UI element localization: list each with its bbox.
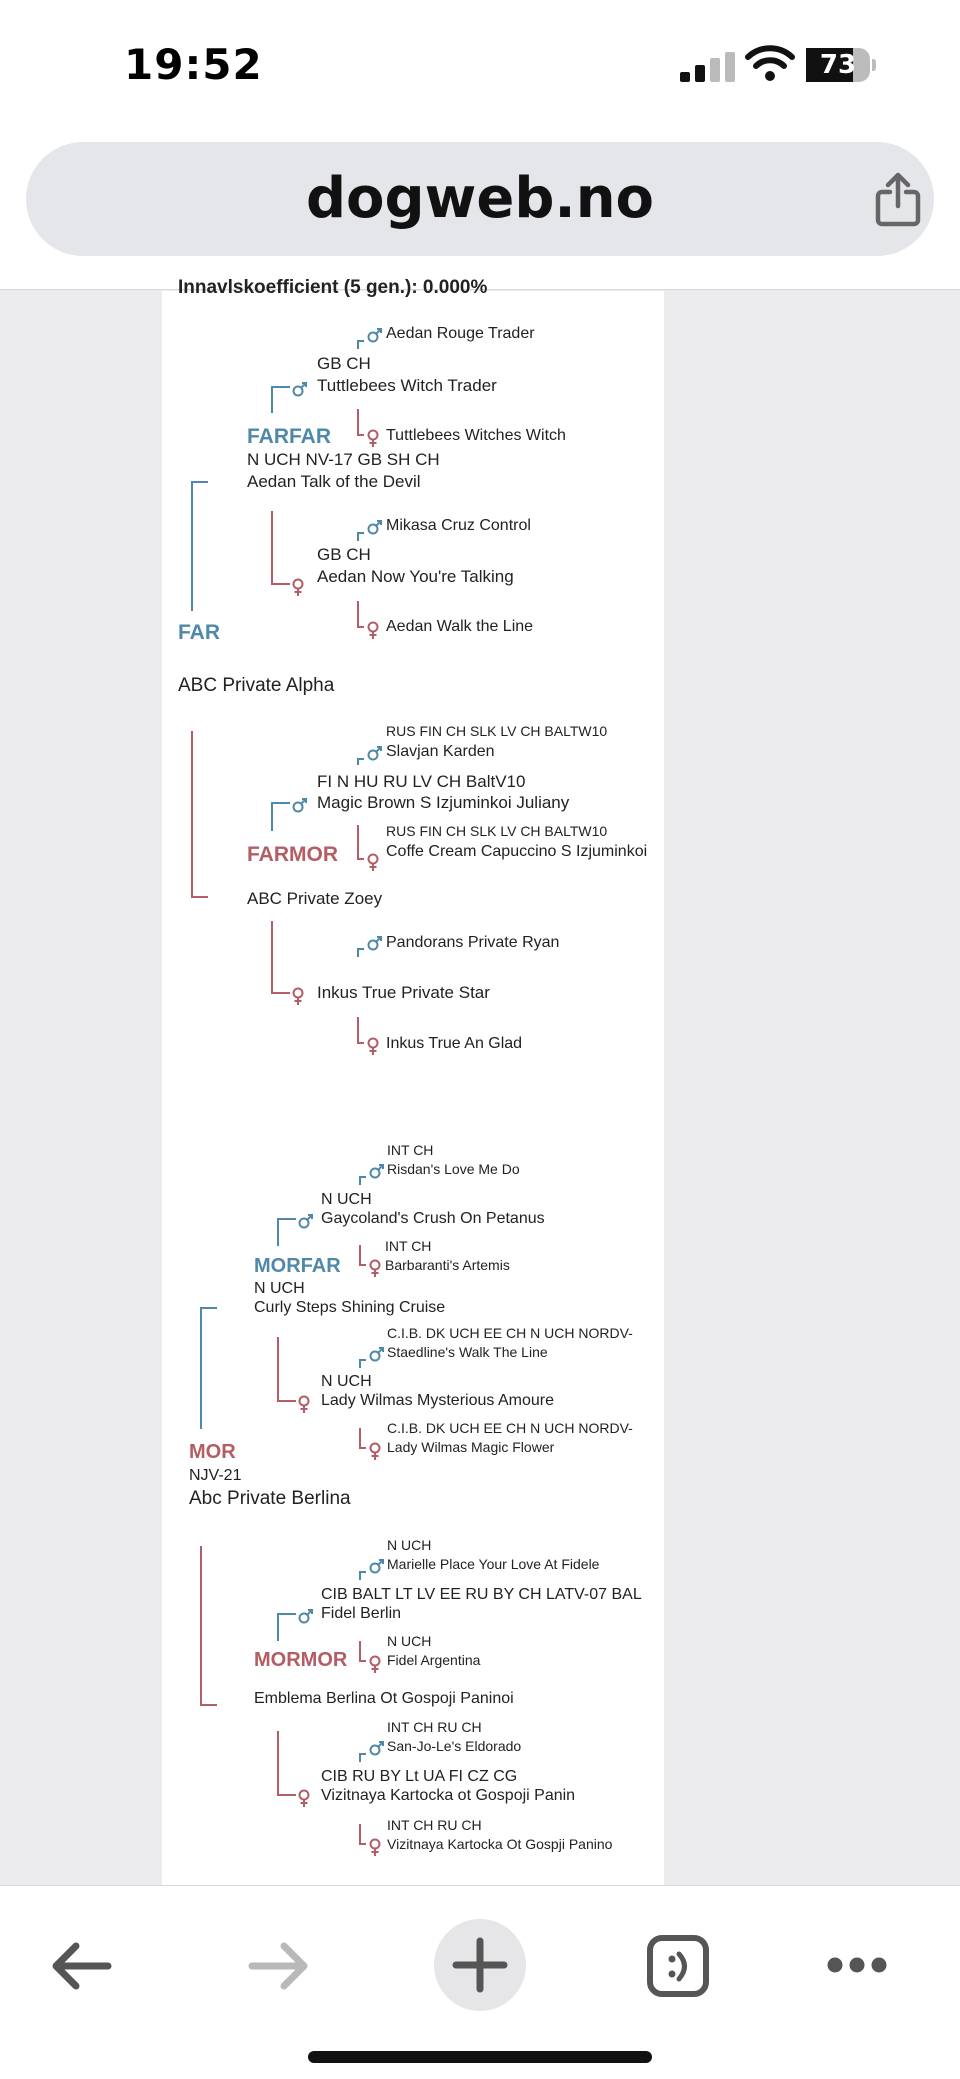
pedigree-name-a10[interactable]: Barbaranti's Artemis xyxy=(385,1257,510,1273)
pedigree-name-a7[interactable]: Pandorans Private Ryan xyxy=(386,934,560,951)
male-symbol-icon xyxy=(369,521,382,534)
pedigree-name-g6[interactable]: Lady Wilmas Mysterious Amoure xyxy=(321,1392,554,1409)
connector-a5 xyxy=(358,759,364,765)
connector-a6 xyxy=(358,825,364,859)
female-symbol-icon xyxy=(369,855,378,872)
connector-far-farfar xyxy=(192,482,208,611)
connector-a4 xyxy=(358,601,364,627)
pedigree-name-a2[interactable]: Tuttlebees Witches Witch xyxy=(386,427,566,444)
pedigree-titles-a11: C.I.B. DK UCH EE CH N UCH NORDV- xyxy=(387,1325,633,1341)
wifi-icon xyxy=(746,44,794,82)
connector-a9 xyxy=(360,1177,366,1185)
status-bar xyxy=(0,0,960,140)
pedigree-titles-g8: CIB RU BY Lt UA FI CZ CG xyxy=(321,1768,518,1785)
female-symbol-icon xyxy=(371,1261,380,1278)
female-symbol-icon xyxy=(371,1840,380,1857)
pedigree-name-a14[interactable]: Fidel Argentina xyxy=(387,1652,481,1668)
connector-g1 xyxy=(272,387,290,413)
pedigree-titles-a12: C.I.B. DK UCH EE CH N UCH NORDV- xyxy=(387,1420,633,1436)
pedigree-name-mor[interactable]: Abc Private Berlina xyxy=(189,1488,351,1509)
connector-g7 xyxy=(278,1614,296,1641)
pedigree-name-a3[interactable]: Mikasa Cruz Control xyxy=(386,517,531,534)
connector-a8 xyxy=(358,1017,364,1043)
pedigree-titles-g6: N UCH xyxy=(321,1373,372,1390)
female-symbol-icon xyxy=(371,1657,380,1674)
pedigree-titles-morfar: N UCH xyxy=(254,1280,305,1297)
pedigree-name-g8[interactable]: Vizitnaya Kartocka ot Gospoji Panin xyxy=(321,1787,576,1804)
male-symbol-icon xyxy=(371,1560,384,1573)
female-symbol-icon xyxy=(369,623,378,640)
male-symbol-icon xyxy=(369,747,382,760)
pedigree-titles-g3: FI N HU RU LV CH BaltV10 xyxy=(317,772,526,791)
connector-g4 xyxy=(272,921,290,993)
cellular-signal-icon xyxy=(680,52,742,82)
pedigree-name-g3[interactable]: Magic Brown S Izjuminkoi Juliany xyxy=(317,793,570,812)
connector-a11 xyxy=(360,1360,366,1368)
forward-arrow-icon[interactable] xyxy=(246,1938,312,1994)
female-symbol-icon xyxy=(300,1397,309,1414)
pedigree-name-a9[interactable]: Risdan's Love Me Do xyxy=(387,1161,520,1177)
share-icon[interactable] xyxy=(872,172,924,228)
pedigree-name-g5[interactable]: Gaycoland's Crush On Petanus xyxy=(321,1210,545,1227)
pedigree-titles-mor: NJV-21 xyxy=(189,1467,242,1484)
pedigree-titles-farfar: N UCH NV-17 GB SH CH xyxy=(247,450,440,469)
connector-a13 xyxy=(360,1572,366,1580)
pedigree-titles-a15: INT CH RU CH xyxy=(387,1719,482,1735)
inbreeding-coefficient: Innavlskoefficient (5 gen.): 0.000% xyxy=(178,277,488,298)
male-symbol-icon xyxy=(300,1610,313,1623)
pedigree-name-g4[interactable]: Inkus True Private Star xyxy=(317,983,490,1002)
pedigree-titles-a9: INT CH xyxy=(387,1142,434,1158)
battery-icon xyxy=(806,48,876,82)
connector-mor-mormor xyxy=(201,1546,217,1705)
female-symbol-icon xyxy=(294,580,303,597)
connector-g8 xyxy=(278,1731,296,1795)
pedigree-name-a13[interactable]: Marielle Place Your Love At Fidele xyxy=(387,1556,600,1572)
pedigree-name-morfar[interactable]: Curly Steps Shining Cruise xyxy=(254,1299,446,1316)
female-symbol-icon xyxy=(371,1444,380,1461)
male-symbol-icon xyxy=(300,1215,313,1228)
browser-toolbar xyxy=(0,1885,960,2079)
battery-percent: 73 xyxy=(819,50,857,80)
label-far: FAR xyxy=(178,621,220,644)
male-symbol-icon xyxy=(371,1165,384,1178)
connector-a12 xyxy=(360,1428,366,1448)
male-symbol-icon xyxy=(369,937,382,950)
pedigree-titles-a13: N UCH xyxy=(387,1537,432,1553)
connector-g5 xyxy=(278,1219,296,1246)
connector-a3 xyxy=(358,533,364,541)
pedigree-titles-a6: RUS FIN CH SLK LV CH BALTW10 xyxy=(386,823,608,839)
pedigree-name-a11[interactable]: Staedline's Walk The Line xyxy=(387,1344,548,1360)
pedigree-name-g7[interactable]: Fidel Berlin xyxy=(321,1605,402,1622)
pedigree-name-a15[interactable]: San-Jo-Le's Eldorado xyxy=(387,1738,522,1754)
connector-a16 xyxy=(360,1824,366,1844)
connector-g2 xyxy=(272,511,290,584)
male-symbol-icon xyxy=(294,799,307,812)
pedigree-name-mormor[interactable]: Emblema Berlina Ot Gospoji Paninoi xyxy=(254,1690,514,1707)
female-symbol-icon xyxy=(300,1791,309,1808)
label-farfar: FARFAR xyxy=(247,425,331,448)
home-indicator xyxy=(308,2051,652,2063)
plus-icon xyxy=(434,1919,526,2011)
pedigree-name-farfar[interactable]: Aedan Talk of the Devil xyxy=(247,472,421,491)
url-text[interactable]: dogweb.no xyxy=(305,166,655,231)
female-symbol-icon xyxy=(294,989,303,1006)
pedigree-titles-g2: GB CH xyxy=(317,545,371,564)
pedigree-titles-g1: GB CH xyxy=(317,354,371,373)
pedigree-name-g1[interactable]: Tuttlebees Witch Trader xyxy=(317,376,497,395)
back-arrow-icon[interactable] xyxy=(48,1938,114,1994)
connector-g3 xyxy=(272,803,290,831)
new-tab-button[interactable] xyxy=(434,1919,526,2011)
pedigree-card xyxy=(162,277,664,1885)
connector-a2 xyxy=(358,409,364,435)
pedigree-name-g2[interactable]: Aedan Now You're Talking xyxy=(317,567,514,586)
label-farmor: FARMOR xyxy=(247,843,338,866)
connector-far-farmor xyxy=(192,731,208,897)
pedigree-titles-a5: RUS FIN CH SLK LV CH BALTW10 xyxy=(386,723,608,739)
male-symbol-icon xyxy=(369,329,382,342)
pedigree-titles-a14: N UCH xyxy=(387,1633,432,1649)
more-icon[interactable] xyxy=(826,1954,888,1976)
female-symbol-icon xyxy=(369,1039,378,1056)
male-symbol-icon xyxy=(371,1742,384,1755)
connector-a7 xyxy=(358,949,364,957)
connector-a14 xyxy=(360,1641,366,1661)
pedigree-titles-a10: INT CH xyxy=(385,1238,432,1254)
pedigree-name-a1[interactable]: Aedan Rouge Trader xyxy=(386,325,535,342)
pedigree-name-farmor[interactable]: ABC Private Zoey xyxy=(247,889,383,908)
label-morfar: MORFAR xyxy=(254,1255,341,1277)
page-content xyxy=(0,277,960,1885)
male-symbol-icon xyxy=(371,1348,384,1361)
pedigree-name-a6[interactable]: Coffe Cream Capuccino S Izjuminkoi xyxy=(386,843,648,860)
connector-a15 xyxy=(360,1754,366,1762)
connector-mor-morfar xyxy=(201,1308,217,1429)
pedigree-titles-a16: INT CH RU CH xyxy=(387,1817,482,1833)
label-mormor: MORMOR xyxy=(254,1649,348,1671)
pedigree-name-far[interactable]: ABC Private Alpha xyxy=(178,675,335,696)
address-bar[interactable] xyxy=(26,142,934,256)
male-symbol-icon xyxy=(294,383,307,396)
browser-address-area xyxy=(0,140,960,290)
pedigree-titles-g5: N UCH xyxy=(321,1191,372,1208)
pedigree-name-a12[interactable]: Lady Wilmas Magic Flower xyxy=(387,1439,555,1455)
pedigree-name-a5[interactable]: Slavjan Karden xyxy=(386,743,495,760)
connector-a10 xyxy=(360,1245,366,1265)
tabs-icon[interactable] xyxy=(646,1934,710,1998)
pedigree-name-a4[interactable]: Aedan Walk the Line xyxy=(386,618,534,635)
female-symbol-icon xyxy=(369,431,378,448)
label-mor: MOR xyxy=(189,1441,236,1463)
pedigree-name-a16[interactable]: Vizitnaya Kartocka Ot Gospji Panino xyxy=(387,1836,613,1852)
connector-a1 xyxy=(358,341,364,349)
connector-g6 xyxy=(278,1337,296,1401)
pedigree-name-a8[interactable]: Inkus True An Glad xyxy=(386,1035,523,1052)
pedigree-titles-g7: CIB BALT LT LV EE RU BY CH LATV-07 BAL xyxy=(321,1586,642,1603)
clock: 19:52 xyxy=(124,40,263,89)
